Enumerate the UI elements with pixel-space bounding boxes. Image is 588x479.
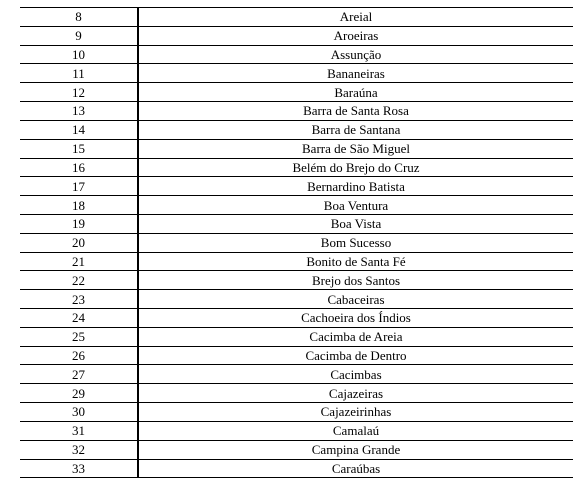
municipality-table <box>20 7 573 478</box>
municipality-name-cell: Assunção <box>138 45 573 64</box>
municipality-name-cell: Barra de Santana <box>138 120 573 139</box>
row-number-cell: 19 <box>20 214 138 233</box>
row-number-cell: 10 <box>20 45 138 64</box>
municipality-name-cell: Caraúbas <box>138 459 573 478</box>
table-row <box>20 45 573 64</box>
municipality-name-cell: Aroeiras <box>138 26 573 45</box>
row-number-cell: 31 <box>20 421 138 440</box>
municipality-name-cell: Camalaú <box>138 421 573 440</box>
municipality-name-cell: Boa Ventura <box>138 196 573 215</box>
table-row <box>20 346 573 365</box>
table-row <box>20 271 573 290</box>
municipality-name-cell: Baraúna <box>138 83 573 102</box>
table-row <box>20 158 573 177</box>
municipality-name-cell: Bernardino Batista <box>138 177 573 196</box>
municipality-name-cell: Bonito de Santa Fé <box>138 252 573 271</box>
table-row <box>20 290 573 309</box>
row-number-cell: 32 <box>20 440 138 459</box>
row-number-cell: 30 <box>20 403 138 422</box>
table-row <box>20 8 573 27</box>
municipality-name-cell: Cajazeiras <box>138 384 573 403</box>
table-row <box>20 309 573 328</box>
row-number-cell: 23 <box>20 290 138 309</box>
municipality-name-cell: Cabaceiras <box>138 290 573 309</box>
row-number-cell: 21 <box>20 252 138 271</box>
municipality-name-cell: Cachoeira dos Índios <box>138 309 573 328</box>
table-row <box>20 365 573 384</box>
table-row <box>20 327 573 346</box>
row-number-cell: 25 <box>20 327 138 346</box>
row-number-cell: 22 <box>20 271 138 290</box>
table-row <box>20 252 573 271</box>
table-row <box>20 459 573 478</box>
municipality-name-cell: Cacimba de Dentro <box>138 346 573 365</box>
row-number-cell: 27 <box>20 365 138 384</box>
table-row <box>20 26 573 45</box>
table-row <box>20 83 573 102</box>
table-row <box>20 102 573 121</box>
row-number-cell: 18 <box>20 196 138 215</box>
row-number-cell: 11 <box>20 64 138 83</box>
municipality-name-cell: Barra de São Miguel <box>138 139 573 158</box>
row-number-cell: 29 <box>20 384 138 403</box>
municipality-name-cell: Cacimbas <box>138 365 573 384</box>
municipality-name-cell: Cajazeirinhas <box>138 403 573 422</box>
table-row <box>20 64 573 83</box>
table-row <box>20 214 573 233</box>
row-number-cell: 16 <box>20 158 138 177</box>
municipality-name-cell: Bom Sucesso <box>138 233 573 252</box>
table-row <box>20 120 573 139</box>
row-number-cell: 12 <box>20 83 138 102</box>
table-row <box>20 403 573 422</box>
table-row <box>20 233 573 252</box>
table-row <box>20 177 573 196</box>
row-number-cell: 33 <box>20 459 138 478</box>
municipality-name-cell: Barra de Santa Rosa <box>138 102 573 121</box>
municipality-name-cell: Boa Vista <box>138 214 573 233</box>
municipality-name-cell: Campina Grande <box>138 440 573 459</box>
row-number-cell: 8 <box>20 8 138 27</box>
table-row <box>20 421 573 440</box>
municipality-name-cell: Belém do Brejo do Cruz <box>138 158 573 177</box>
municipality-name-cell: Cacimba de Areia <box>138 327 573 346</box>
table-row <box>20 384 573 403</box>
municipality-name-cell: Brejo dos Santos <box>138 271 573 290</box>
municipality-table-container <box>20 7 573 478</box>
row-number-cell: 9 <box>20 26 138 45</box>
row-number-cell: 24 <box>20 309 138 328</box>
table-row <box>20 440 573 459</box>
row-number-cell: 13 <box>20 102 138 121</box>
row-number-cell: 14 <box>20 120 138 139</box>
municipality-name-cell: Bananeiras <box>138 64 573 83</box>
table-body <box>20 8 573 478</box>
row-number-cell: 20 <box>20 233 138 252</box>
municipality-name-cell: Areial <box>138 8 573 27</box>
table-row <box>20 196 573 215</box>
row-number-cell: 15 <box>20 139 138 158</box>
row-number-cell: 17 <box>20 177 138 196</box>
row-number-cell: 26 <box>20 346 138 365</box>
table-row <box>20 139 573 158</box>
